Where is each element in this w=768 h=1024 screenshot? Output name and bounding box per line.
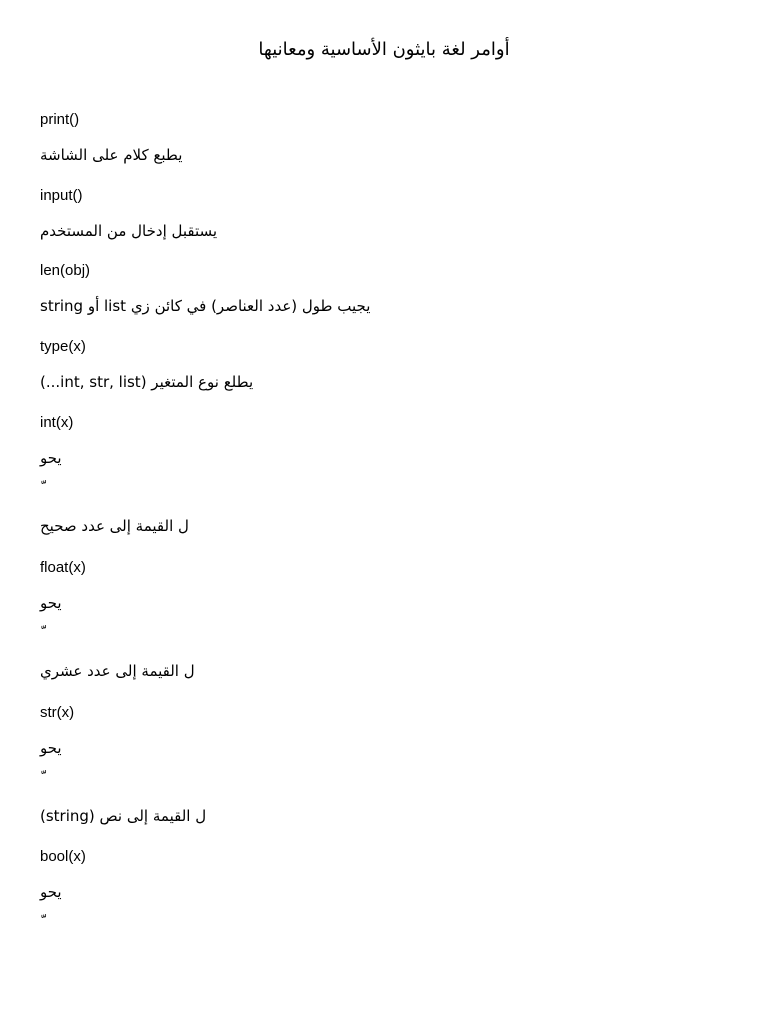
description-float-part2: ل القيمة إلى عدد عشري [40, 662, 195, 680]
description-float-part1: يحو [40, 594, 62, 612]
command-str: str(x) [40, 704, 75, 721]
command-float: float(x) [40, 559, 86, 576]
description-int-part2: ل القيمة إلى عدد صحيح [40, 517, 189, 535]
command-type: type(x) [40, 338, 86, 355]
description-int-part1: يحو [40, 449, 62, 467]
command-bool: bool(x) [40, 848, 86, 865]
description-bool-part1: يحو [40, 883, 62, 901]
command-print: print() [40, 111, 80, 128]
command-int: int(x) [40, 414, 74, 431]
description-len: يجيب طول (عدد العناصر) في كائن زي list أو string [40, 297, 371, 315]
command-input: input() [40, 187, 83, 204]
description-type: يطلع نوع المتغير (int, str, list...) [40, 373, 254, 391]
page-title: أوامر لغة بايثون الأساسية ومعانيها [258, 39, 510, 60]
command-len: len(obj) [40, 262, 91, 279]
description-str-part1: يحو [40, 739, 62, 757]
description-str-part2: ل القيمة إلى نص (string) [40, 807, 207, 825]
description-input: يستقبل إدخال من المستخدم [40, 222, 218, 240]
description-print: يطبع كلام على الشاشة [40, 146, 183, 164]
